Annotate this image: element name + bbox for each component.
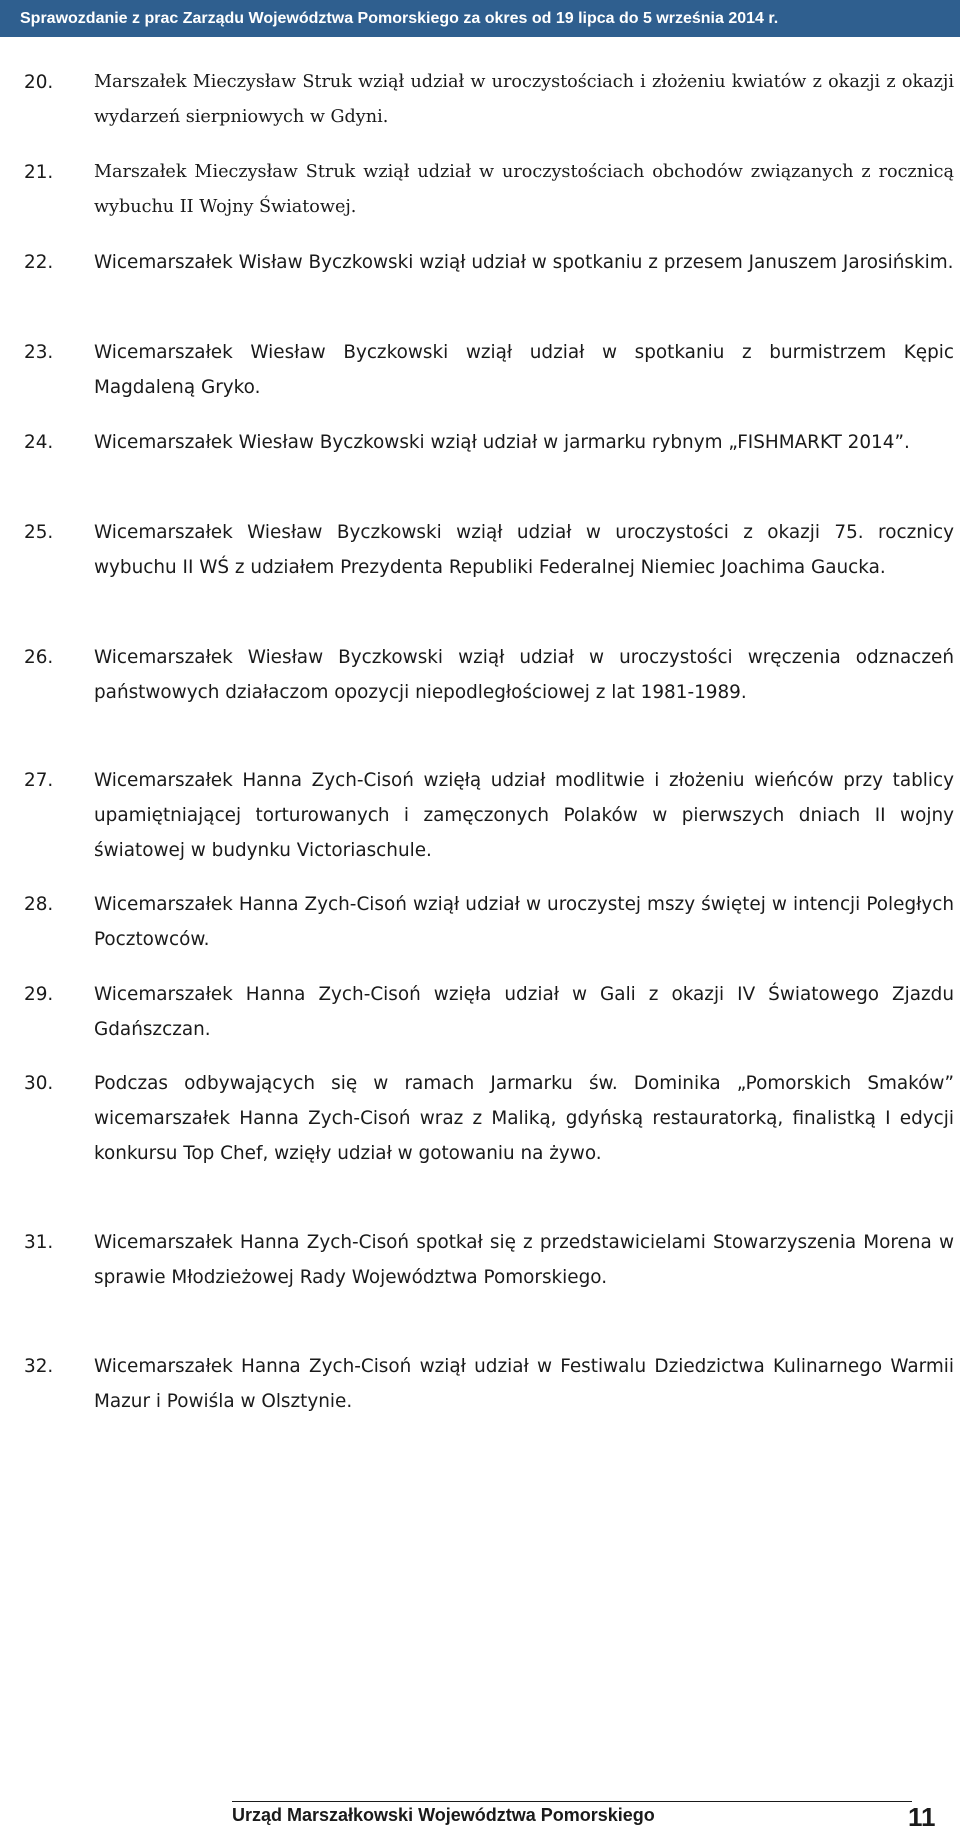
item-text: Wicemarszałek Hanna Zych-Cisoń wziął udział w uroczystej mszy świętej w intencji Poległych Pocztowców. [94,894,954,950]
item-text: Wicemarszałek Hanna Zych-Cisoń wzięła udział w Gali z okazji IV Światowego Zjazdu Gdańszczan. [94,984,954,1040]
item-text: Marszałek Mieczysław Struk wziął udział w uroczystościach obchodów związanych z rocznicą wybuchu II Wojny Światowej. [94,162,954,217]
list-item [24,763,954,868]
item-number: 22. [24,252,54,273]
item-number: 21. [24,162,54,183]
item-text: Wicemarszałek Hanna Zych-Cisoń wzięłą udział modlitwie i złożeniu wieńców przy tablicy upamiętniającej torturowanych i zamęczonych Polaków w pierwszych dniach II wojny światowej w budynku Victoriaschule. [94,770,954,861]
footer-organization: Urząd Marszałkowski Województwa Pomorskiego [232,1805,655,1825]
list-item [24,640,954,710]
item-number: 26. [24,647,54,668]
item-number: 27. [24,770,54,791]
item-number: 23. [24,342,54,363]
item-number: 24. [24,432,54,453]
list-item [24,335,954,405]
item-text: Marszałek Mieczysław Struk wziął udział w uroczystościach i złożeniu kwiatów z okazji z okazji wydarzeń sierpniowych w Gdyni. [94,72,954,127]
item-number: 29. [24,984,54,1005]
running-header: Sprawozdanie z prac Zarządu Województwa Pomorskiego za okres od 19 lipca do 5 września 2014 r. [0,0,960,37]
list-item [24,245,954,280]
item-number: 32. [24,1356,54,1377]
list-item [24,1349,954,1419]
item-number: 28. [24,894,54,915]
item-number: 31. [24,1232,54,1253]
list-item [24,887,954,957]
item-text: Wicemarszałek Hanna Zych-Cisoń wziął udział w Festiwalu Dziedzictwa Kulinarnego Warmii Mazur i Powiśla w Olsztynie. [94,1356,954,1412]
item-number: 20. [24,72,54,93]
list-item [24,1066,954,1171]
item-text: Wicemarszałek Wisław Byczkowski wziął udział w spotkaniu z przesem Januszem Jarosińskim. [94,252,954,273]
item-text: Wicemarszałek Wiesław Byczkowski wziął udział w uroczystości wręczenia odznaczeń państwowych działaczom opozycji niepodległościowej z lat 1981-1989. [94,647,954,703]
item-number: 30. [24,1073,54,1094]
page-number: 11 [908,1802,936,1832]
item-text: Wicemarszałek Hanna Zych-Cisoń spotkał się z przedstawicielami Stowarzyszenia Morena w sprawie Młodzieżowej Rady Województwa Pomorskiego. [94,1232,954,1288]
footer-divider [232,1801,912,1802]
item-text: Wicemarszałek Wiesław Byczkowski wziął udział w jarmarku rybnym „FISHMARKT 2014”. [94,432,910,453]
list-item [24,65,954,135]
item-text: Podczas odbywających się w ramach Jarmarku św. Dominika „Pomorskich Smaków” wicemarszałek Hanna Zych-Cisoń wraz z Maliką, gdyńską restauratorką, finalistką I edycji konkursu Top Chef, wzięły udział w gotowaniu na żywo. [94,1073,954,1164]
list-item [24,155,954,225]
item-number: 25. [24,522,54,543]
list-item [24,425,954,460]
item-text: Wicemarszałek Wiesław Byczkowski wziął udział w spotkaniu z burmistrzem Kępic Magdaleną Gryko. [94,342,954,398]
list-item [24,977,954,1047]
list-item [24,515,954,585]
item-text: Wicemarszałek Wiesław Byczkowski wziął udział w uroczystości z okazji 75. rocznicy wybuchu II WŚ z udziałem Prezydenta Republiki Federalnej Niemiec Joachima Gaucka. [94,522,954,578]
list-item [24,1225,954,1295]
